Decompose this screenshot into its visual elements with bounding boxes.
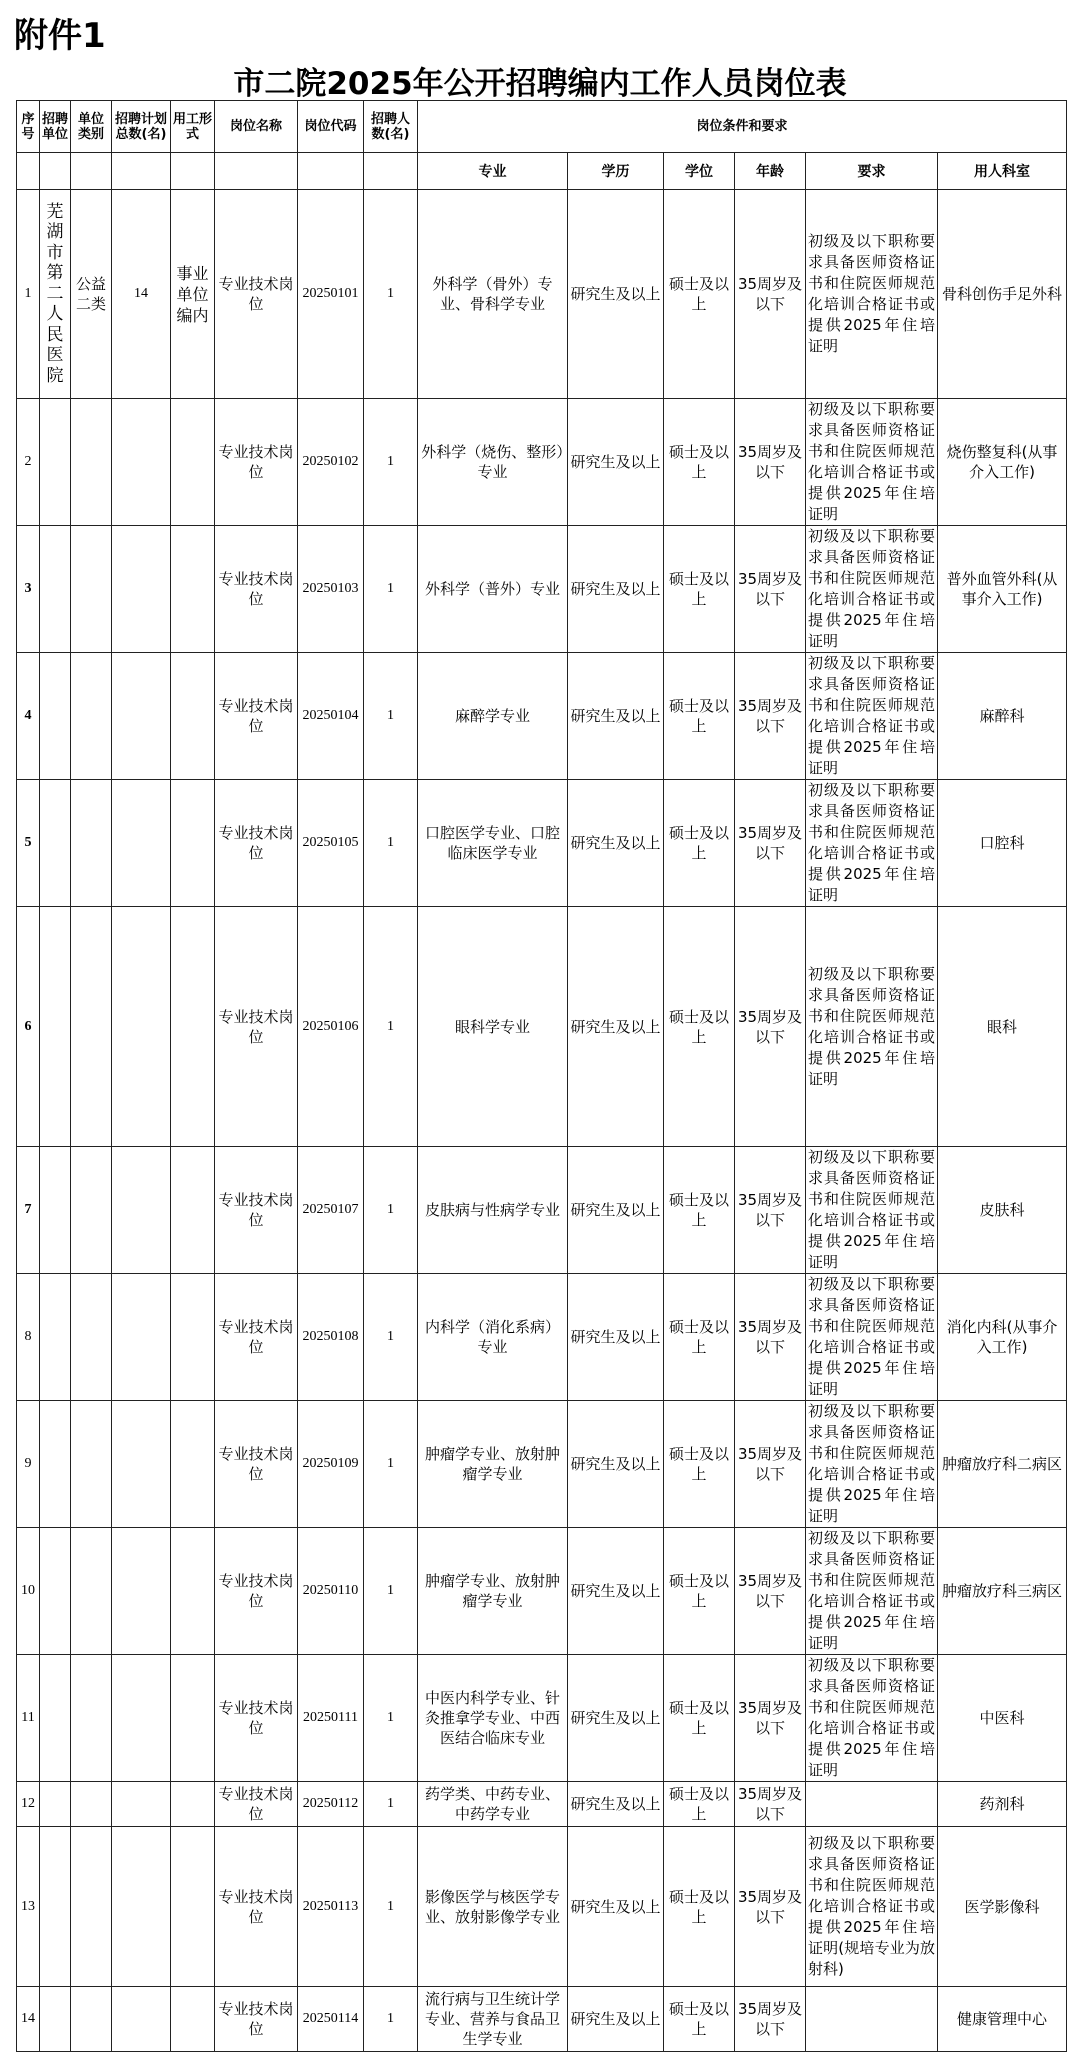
post-code: 20250104 bbox=[298, 653, 364, 780]
empty-cell bbox=[171, 653, 215, 780]
post-age: 35周岁及以下 bbox=[735, 653, 806, 780]
empty-cell bbox=[171, 1401, 215, 1528]
post-code: 20250105 bbox=[298, 780, 364, 907]
recruitment-table bbox=[16, 100, 1067, 2052]
post-education: 研究生及以上 bbox=[568, 1401, 664, 1528]
empty-cell bbox=[71, 1827, 112, 1987]
post-age: 35周岁及以下 bbox=[735, 780, 806, 907]
empty-cell bbox=[171, 780, 215, 907]
row-seq: 11 bbox=[17, 1655, 40, 1782]
empty-cell bbox=[112, 1827, 171, 1987]
header-empty-cell bbox=[40, 153, 71, 190]
header-employment-form: 用工形式 bbox=[171, 101, 215, 153]
row-seq: 9 bbox=[17, 1401, 40, 1528]
table-row bbox=[17, 1147, 1067, 1274]
post-major: 影像医学与核医学专业、放射影像学专业 bbox=[418, 1827, 568, 1987]
table-row bbox=[17, 399, 1067, 526]
empty-cell bbox=[171, 526, 215, 653]
post-age: 35周岁及以下 bbox=[735, 1147, 806, 1274]
row-seq: 6 bbox=[17, 907, 40, 1147]
post-degree: 硕士及以上 bbox=[664, 1147, 735, 1274]
post-education: 研究生及以上 bbox=[568, 1782, 664, 1827]
header-category: 单位类别 bbox=[71, 101, 112, 153]
table-row bbox=[17, 1782, 1067, 1827]
post-name: 专业技术岗位 bbox=[215, 780, 298, 907]
post-requirement bbox=[806, 1987, 938, 2052]
empty-cell bbox=[112, 1274, 171, 1401]
empty-cell bbox=[112, 907, 171, 1147]
empty-cell bbox=[40, 1528, 71, 1655]
empty-cell bbox=[71, 1655, 112, 1782]
post-name: 专业技术岗位 bbox=[215, 190, 298, 399]
header-empty-cell bbox=[171, 153, 215, 190]
post-code: 20250102 bbox=[298, 399, 364, 526]
empty-cell bbox=[171, 1528, 215, 1655]
post-name: 专业技术岗位 bbox=[215, 1782, 298, 1827]
post-education: 研究生及以上 bbox=[568, 1528, 664, 1655]
post-education: 研究生及以上 bbox=[568, 1987, 664, 2052]
post-count: 1 bbox=[364, 1827, 418, 1987]
table-row bbox=[17, 1528, 1067, 1655]
table-row bbox=[17, 653, 1067, 780]
post-count: 1 bbox=[364, 1782, 418, 1827]
post-department: 普外血管外科(从事介入工作) bbox=[938, 526, 1067, 653]
post-education: 研究生及以上 bbox=[568, 399, 664, 526]
post-degree: 硕士及以上 bbox=[664, 526, 735, 653]
header-post-code: 岗位代码 bbox=[298, 101, 364, 153]
empty-cell bbox=[112, 1401, 171, 1528]
post-education: 研究生及以上 bbox=[568, 907, 664, 1147]
post-requirement: 初级及以下职称要求具备医师资格证书和住院医师规范化培训合格证书或提供2025年住培证明(规培专业为放射科) bbox=[806, 1827, 938, 1987]
post-count: 1 bbox=[364, 1274, 418, 1401]
post-age: 35周岁及以下 bbox=[735, 399, 806, 526]
post-degree: 硕士及以上 bbox=[664, 1401, 735, 1528]
post-age: 35周岁及以下 bbox=[735, 190, 806, 399]
empty-cell bbox=[171, 1827, 215, 1987]
post-major: 口腔医学专业、口腔临床医学专业 bbox=[418, 780, 568, 907]
post-count: 1 bbox=[364, 190, 418, 399]
post-education: 研究生及以上 bbox=[568, 1274, 664, 1401]
post-degree: 硕士及以上 bbox=[664, 653, 735, 780]
empty-cell bbox=[171, 907, 215, 1147]
post-code: 20250109 bbox=[298, 1401, 364, 1528]
empty-cell bbox=[112, 653, 171, 780]
header-unit: 招聘单位 bbox=[40, 101, 71, 153]
post-code: 20250114 bbox=[298, 1987, 364, 2052]
post-degree: 硕士及以上 bbox=[664, 399, 735, 526]
empty-cell bbox=[71, 1274, 112, 1401]
post-name: 专业技术岗位 bbox=[215, 526, 298, 653]
post-major: 外科学（普外）专业 bbox=[418, 526, 568, 653]
row-seq: 5 bbox=[17, 780, 40, 907]
post-major: 眼科学专业 bbox=[418, 907, 568, 1147]
row-seq: 2 bbox=[17, 399, 40, 526]
post-major: 皮肤病与性病学专业 bbox=[418, 1147, 568, 1274]
post-age: 35周岁及以下 bbox=[735, 1655, 806, 1782]
empty-cell bbox=[40, 526, 71, 653]
post-age: 35周岁及以下 bbox=[735, 1827, 806, 1987]
empty-cell bbox=[71, 653, 112, 780]
post-count: 1 bbox=[364, 1147, 418, 1274]
header-age: 年龄 bbox=[735, 153, 806, 190]
header-row-sub bbox=[17, 153, 1067, 190]
empty-cell bbox=[40, 907, 71, 1147]
post-degree: 硕士及以上 bbox=[664, 1827, 735, 1987]
table-row bbox=[17, 526, 1067, 653]
empty-cell bbox=[112, 1147, 171, 1274]
empty-cell bbox=[40, 653, 71, 780]
post-requirement bbox=[806, 1782, 938, 1827]
empty-cell bbox=[112, 1655, 171, 1782]
empty-cell bbox=[40, 1827, 71, 1987]
empty-cell bbox=[171, 1274, 215, 1401]
post-name: 专业技术岗位 bbox=[215, 1827, 298, 1987]
post-requirement: 初级及以下职称要求具备医师资格证书和住院医师规范化培训合格证书或提供2025年住培证明 bbox=[806, 1655, 938, 1782]
post-age: 35周岁及以下 bbox=[735, 1274, 806, 1401]
empty-cell bbox=[71, 780, 112, 907]
header-department: 用人科室 bbox=[938, 153, 1067, 190]
post-code: 20250108 bbox=[298, 1274, 364, 1401]
post-name: 专业技术岗位 bbox=[215, 1274, 298, 1401]
empty-cell bbox=[171, 1655, 215, 1782]
row-seq: 1 bbox=[17, 190, 40, 399]
post-requirement: 初级及以下职称要求具备医师资格证书和住院医师规范化培训合格证书或提供2025年住培证明 bbox=[806, 399, 938, 526]
post-requirement: 初级及以下职称要求具备医师资格证书和住院医师规范化培训合格证书或提供2025年住培证明 bbox=[806, 653, 938, 780]
header-seq: 序号 bbox=[17, 101, 40, 153]
empty-cell bbox=[112, 1782, 171, 1827]
post-major: 药学类、中药专业、中药学专业 bbox=[418, 1782, 568, 1827]
post-code: 20250103 bbox=[298, 526, 364, 653]
post-department: 药剂科 bbox=[938, 1782, 1067, 1827]
post-code: 20250110 bbox=[298, 1528, 364, 1655]
table-row bbox=[17, 1827, 1067, 1987]
post-department: 医学影像科 bbox=[938, 1827, 1067, 1987]
post-count: 1 bbox=[364, 526, 418, 653]
post-code: 20250101 bbox=[298, 190, 364, 399]
post-count: 1 bbox=[364, 1528, 418, 1655]
unit-category: 公益二类 bbox=[71, 190, 112, 399]
post-major: 外科学（烧伤、整形）专业 bbox=[418, 399, 568, 526]
empty-cell bbox=[171, 1987, 215, 2052]
empty-cell bbox=[112, 1528, 171, 1655]
post-department: 口腔科 bbox=[938, 780, 1067, 907]
header-degree: 学位 bbox=[664, 153, 735, 190]
post-education: 研究生及以上 bbox=[568, 526, 664, 653]
post-age: 35周岁及以下 bbox=[735, 1987, 806, 2052]
post-department: 皮肤科 bbox=[938, 1147, 1067, 1274]
empty-cell bbox=[71, 1528, 112, 1655]
post-department: 中医科 bbox=[938, 1655, 1067, 1782]
post-age: 35周岁及以下 bbox=[735, 1782, 806, 1827]
post-department: 眼科 bbox=[938, 907, 1067, 1147]
empty-cell bbox=[112, 526, 171, 653]
post-requirement: 初级及以下职称要求具备医师资格证书和住院医师规范化培训合格证书或提供2025年住培证明 bbox=[806, 1274, 938, 1401]
post-major: 流行病与卫生统计学专业、营养与食品卫生学专业 bbox=[418, 1987, 568, 2052]
post-name: 专业技术岗位 bbox=[215, 1147, 298, 1274]
post-degree: 硕士及以上 bbox=[664, 780, 735, 907]
post-requirement: 初级及以下职称要求具备医师资格证书和住院医师规范化培训合格证书或提供2025年住培证明 bbox=[806, 190, 938, 399]
header-empty-cell bbox=[112, 153, 171, 190]
row-seq: 12 bbox=[17, 1782, 40, 1827]
post-degree: 硕士及以上 bbox=[664, 190, 735, 399]
header-empty-cell bbox=[17, 153, 40, 190]
empty-cell bbox=[40, 399, 71, 526]
post-age: 35周岁及以下 bbox=[735, 1528, 806, 1655]
row-seq: 14 bbox=[17, 1987, 40, 2052]
post-department: 烧伤整复科(从事介入工作) bbox=[938, 399, 1067, 526]
post-department: 消化内科(从事介入工作) bbox=[938, 1274, 1067, 1401]
post-requirement: 初级及以下职称要求具备医师资格证书和住院医师规范化培训合格证书或提供2025年住培证明 bbox=[806, 1401, 938, 1528]
post-count: 1 bbox=[364, 1987, 418, 2052]
employment-form: 事业单位编内 bbox=[171, 190, 215, 399]
post-degree: 硕士及以上 bbox=[664, 1782, 735, 1827]
empty-cell bbox=[40, 1401, 71, 1528]
post-major: 肿瘤学专业、放射肿瘤学专业 bbox=[418, 1528, 568, 1655]
row-seq: 4 bbox=[17, 653, 40, 780]
post-count: 1 bbox=[364, 1655, 418, 1782]
post-major: 中医内科学专业、针灸推拿学专业、中西医结合临床专业 bbox=[418, 1655, 568, 1782]
post-name: 专业技术岗位 bbox=[215, 1655, 298, 1782]
empty-cell bbox=[71, 1401, 112, 1528]
post-major: 肿瘤学专业、放射肿瘤学专业 bbox=[418, 1401, 568, 1528]
post-department: 健康管理中心 bbox=[938, 1987, 1067, 2052]
table-row bbox=[17, 1655, 1067, 1782]
post-major: 内科学（消化系病）专业 bbox=[418, 1274, 568, 1401]
empty-cell bbox=[71, 1147, 112, 1274]
post-name: 专业技术岗位 bbox=[215, 399, 298, 526]
table-row bbox=[17, 1987, 1067, 2052]
empty-cell bbox=[112, 1987, 171, 2052]
post-count: 1 bbox=[364, 780, 418, 907]
post-age: 35周岁及以下 bbox=[735, 1401, 806, 1528]
empty-cell bbox=[71, 399, 112, 526]
header-row-top bbox=[17, 101, 1067, 153]
empty-cell bbox=[112, 780, 171, 907]
table-row bbox=[17, 190, 1067, 399]
post-degree: 硕士及以上 bbox=[664, 1655, 735, 1782]
header-education: 学历 bbox=[568, 153, 664, 190]
header-count: 招聘人数(名) bbox=[364, 101, 418, 153]
post-education: 研究生及以上 bbox=[568, 1827, 664, 1987]
row-seq: 7 bbox=[17, 1147, 40, 1274]
header-empty-cell bbox=[298, 153, 364, 190]
header-requirement: 要求 bbox=[806, 153, 938, 190]
post-education: 研究生及以上 bbox=[568, 1655, 664, 1782]
header-empty-cell bbox=[364, 153, 418, 190]
post-count: 1 bbox=[364, 907, 418, 1147]
post-count: 1 bbox=[364, 1401, 418, 1528]
header-conditions: 岗位条件和要求 bbox=[418, 101, 1067, 153]
header-empty-cell bbox=[215, 153, 298, 190]
post-degree: 硕士及以上 bbox=[664, 1528, 735, 1655]
empty-cell bbox=[171, 1782, 215, 1827]
post-name: 专业技术岗位 bbox=[215, 653, 298, 780]
empty-cell bbox=[71, 1782, 112, 1827]
empty-cell bbox=[71, 526, 112, 653]
page-title: 市二院2025年公开招聘编内工作人员岗位表 bbox=[233, 66, 847, 102]
empty-cell bbox=[40, 1655, 71, 1782]
post-department: 骨科创伤手足外科 bbox=[938, 190, 1067, 399]
empty-cell bbox=[40, 1147, 71, 1274]
post-education: 研究生及以上 bbox=[568, 653, 664, 780]
post-requirement: 初级及以下职称要求具备医师资格证书和住院医师规范化培训合格证书或提供2025年住培证明 bbox=[806, 1147, 938, 1274]
post-count: 1 bbox=[364, 653, 418, 780]
empty-cell bbox=[171, 1147, 215, 1274]
empty-cell bbox=[40, 780, 71, 907]
header-empty-cell bbox=[71, 153, 112, 190]
post-education: 研究生及以上 bbox=[568, 780, 664, 907]
post-requirement: 初级及以下职称要求具备医师资格证书和住院医师规范化培训合格证书或提供2025年住培证明 bbox=[806, 907, 938, 1147]
post-name: 专业技术岗位 bbox=[215, 1528, 298, 1655]
post-name: 专业技术岗位 bbox=[215, 1401, 298, 1528]
post-age: 35周岁及以下 bbox=[735, 907, 806, 1147]
row-seq: 8 bbox=[17, 1274, 40, 1401]
post-major: 麻醉学专业 bbox=[418, 653, 568, 780]
post-requirement: 初级及以下职称要求具备医师资格证书和住院医师规范化培训合格证书或提供2025年住培证明 bbox=[806, 780, 938, 907]
post-requirement: 初级及以下职称要求具备医师资格证书和住院医师规范化培训合格证书或提供2025年住培证明 bbox=[806, 526, 938, 653]
post-code: 20250106 bbox=[298, 907, 364, 1147]
empty-cell bbox=[71, 907, 112, 1147]
post-requirement: 初级及以下职称要求具备医师资格证书和住院医师规范化培训合格证书或提供2025年住培证明 bbox=[806, 1528, 938, 1655]
post-department: 肿瘤放疗科二病区 bbox=[938, 1401, 1067, 1528]
row-seq: 10 bbox=[17, 1528, 40, 1655]
post-code: 20250113 bbox=[298, 1827, 364, 1987]
table-row bbox=[17, 1274, 1067, 1401]
post-education: 研究生及以上 bbox=[568, 1147, 664, 1274]
table-row bbox=[17, 907, 1067, 1147]
attachment-label: 附件1 bbox=[14, 16, 106, 56]
header-major: 专业 bbox=[418, 153, 568, 190]
post-degree: 硕士及以上 bbox=[664, 1987, 735, 2052]
header-plan-total: 招聘计划总数(名) bbox=[112, 101, 171, 153]
empty-cell bbox=[40, 1987, 71, 2052]
row-seq: 3 bbox=[17, 526, 40, 653]
unit-name: 芜湖市第二人民医院 bbox=[40, 190, 71, 399]
post-code: 20250111 bbox=[298, 1655, 364, 1782]
post-department: 麻醉科 bbox=[938, 653, 1067, 780]
post-degree: 硕士及以上 bbox=[664, 1274, 735, 1401]
table-row bbox=[17, 780, 1067, 907]
empty-cell bbox=[171, 399, 215, 526]
post-name: 专业技术岗位 bbox=[215, 907, 298, 1147]
post-code: 20250112 bbox=[298, 1782, 364, 1827]
empty-cell bbox=[40, 1782, 71, 1827]
post-degree: 硕士及以上 bbox=[664, 907, 735, 1147]
post-count: 1 bbox=[364, 399, 418, 526]
plan-total: 14 bbox=[112, 190, 171, 399]
empty-cell bbox=[71, 1987, 112, 2052]
post-name: 专业技术岗位 bbox=[215, 1987, 298, 2052]
empty-cell bbox=[40, 1274, 71, 1401]
empty-cell bbox=[112, 399, 171, 526]
post-education: 研究生及以上 bbox=[568, 190, 664, 399]
post-age: 35周岁及以下 bbox=[735, 526, 806, 653]
post-code: 20250107 bbox=[298, 1147, 364, 1274]
post-major: 外科学（骨外）专业、骨科学专业 bbox=[418, 190, 568, 399]
table-row bbox=[17, 1401, 1067, 1528]
row-seq: 13 bbox=[17, 1827, 40, 1987]
post-department: 肿瘤放疗科三病区 bbox=[938, 1528, 1067, 1655]
header-post-name: 岗位名称 bbox=[215, 101, 298, 153]
